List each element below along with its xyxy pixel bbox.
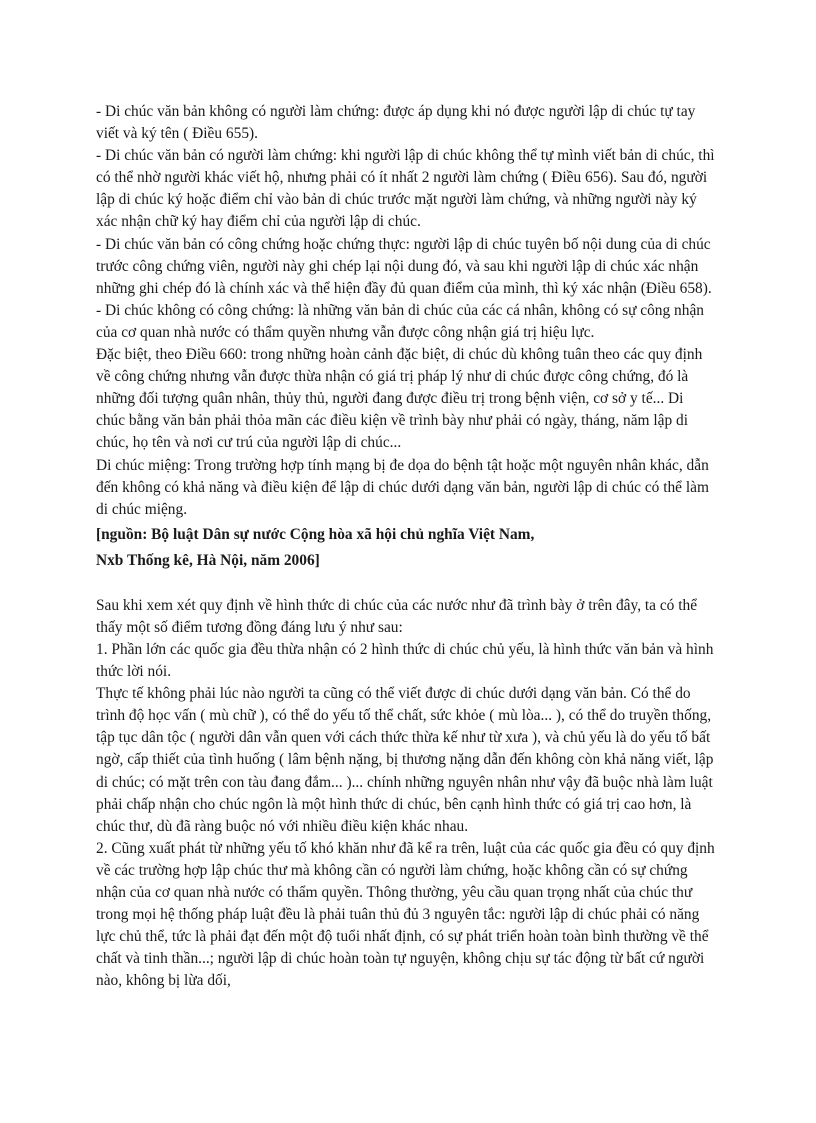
paragraph-oral-will: Di chúc miệng: Trong trường hợp tính mạng bị đe dọa do bệnh tật hoặc một nguyên nhân khác, dẫn đến không có khả năng và điều kiện để lập di chúc dưới dạng văn bản, người lập di chúc có thể làm di chúc miệng. [96,456,709,518]
paragraph-written-will-no-witness: - Di chúc văn bản không có người làm chứng: được áp dụng khi nó được người lập di chúc tự tay viết và ký tên ( Điều 655). [96,103,696,143]
paragraph-written-will-with-witness: - Di chúc văn bản có người làm chứng: khi người lập di chúc không thể tự mình viết bản di chúc, thì có thể nhờ người khác viết hộ, nhưng phải có ít nhất 2 người làm chứng ( Điều 656). Sau đó, người lập di chúc ký hoặc điểm chỉ vào bản di chúc trước mặt người làm chứng, và những người này ký xác nhận chữ ký hay điểm chỉ của người lập di chúc. [96,147,715,231]
source-citation-line-1: [nguồn: Bộ luật Dân sự nước Cộng hòa xã hội chủ nghĩa Việt Nam, [96,525,535,543]
paragraph-summary-intro: Sau khi xem xét quy định về hình thức di chúc của các nước như đã trình bày ở trên đây, ta có thể thấy một số điểm tương đồng đáng lưu ý như sau: [96,596,698,636]
paragraph-unnotarized-will: - Di chúc không có công chứng: là những văn bản di chúc của các cá nhân, không có sự công nhận của cơ quan nhà nước có thẩm quyền nhưng vẫn được công nhận giá trị hiệu lực. [96,301,704,341]
paragraph-point-2: 2. Cũng xuất phát từ những yếu tố khó khăn như đã kể ra trên, luật của các quốc gia đều có quy định về các trường hợp lập chúc thư mà không cần có người làm chứng, hoặc không cần có sự chứng nhận của cơ quan nhà nước có thẩm quyền. Thông thường, yêu cầu quan trọng nhất của chúc thư trong mọi hệ thống pháp luật đều là phải tuân thủ đủ 3 nguyên tắc: người lập di chúc phải có năng lực chủ thể, tức là phải đạt đến một độ tuổi nhất định, có sự phát triển hoàn toàn bình thường về thể chất và tinh thần...; người lập di chúc hoàn toàn tự nguyện, không chịu sự tác động từ bất cứ người nào, không bị lừa dối, [96,839,715,990]
source-citation-line-2: Nxb Thống kê, Hà Nội, năm 2006] [96,551,320,569]
paragraph-point-1-detail: Thực tế không phải lúc nào người ta cũng có thể viết được di chúc dưới dạng văn bản. Có thể do trình độ học vấn ( mù chữ ), có thể do yếu tố thể chất, sức khỏe ( mù lòa... ), có thể do truyền thống, tập tục dân tộc ( người dân vẫn quen với cách thức thừa kế như từ xưa ), và chủ yếu là do yếu tố bất ngờ, cấp thiết của tình huống ( lâm bệnh nặng, bị thương nặng dẫn đến không còn khả năng viết, lập di chúc; có mặt trên con tàu đang đắm... )... chính những nguyên nhân như vậy đã buộc nhà làm luật phải chấp nhận cho chúc ngôn là một hình thức di chúc, bên cạnh hình thức có giá trị cao hơn, là chúc thư, dù đã ràng buộc nó với nhiều điều kiện khác nhau. [96,685,714,835]
document-page [96,101,716,992]
paragraph-point-1: 1. Phần lớn các quốc gia đều thừa nhận có 2 hình thức di chúc chủ yếu, là hình thức văn bản và hình thức lời nói. [96,640,714,681]
paragraph-notarized-will: - Di chúc văn bản có công chứng hoặc chứng thực: người lập di chúc tuyên bố nội dung của di chúc trước công chứng viên, người này ghi chép lại nội dung đó, và sau khi người lập di chúc xác nhận những ghi chép đó là chính xác và thể hiện đầy đủ quan điểm của mình, thì ký xác nhận (Điều 658). [96,235,712,297]
paragraph-article-660: Đặc biệt, theo Điều 660: trong những hoàn cảnh đặc biệt, di chúc dù không tuân theo các quy định về công chứng nhưng vẫn được thừa nhận có giá trị pháp lý như di chúc được công chứng, đó là những đối tượng quân nhân, thủy thủ, người đang được điều trị trong bệnh viện, cơ sở y tế... Di chúc bằng văn bản phải thỏa mãn các điều kiện về trình bày như phải có ngày, tháng, năm lập di chúc, họ tên và nơi cư trú của người lập di chúc... [96,346,703,452]
